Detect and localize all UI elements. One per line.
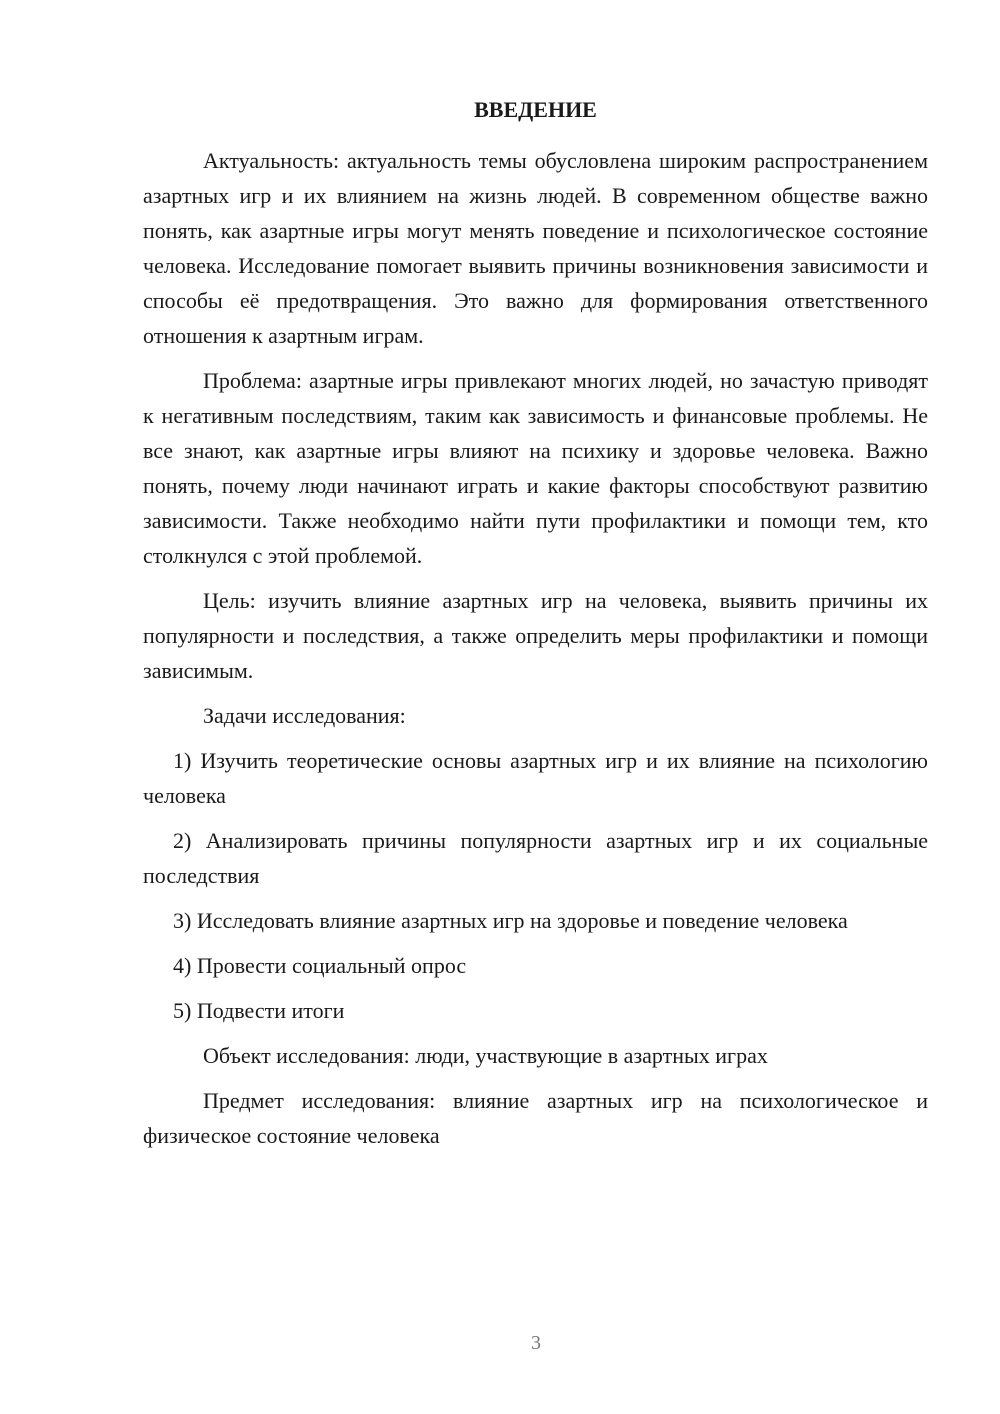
paragraph-object: Объект исследования: люди, участвующие в азартных играх [203,1043,768,1068]
task-item: 1) Изучить теоретические основы азартных игр и их влияние на психологию человека [143,748,928,808]
page-number: 3 [531,1332,541,1354]
page-title: ВВЕДЕНИЕ [474,97,597,122]
paragraph-goal: Цель: изучить влияние азартных игр на человека, выявить причины их популярности и последствия, а также определить меры профилактики и помощи зависимым. [143,588,928,683]
task-item: 4) Провести социальный опрос [173,953,467,978]
paragraph-problem: Проблема: азартные игры привлекают многих людей, но зачастую приводят к негативным последствиям, таким как зависимость и финансовые проблемы. Не все знают, как азартные игры влияют на психику и здоровье человека. Важно понять, почему люди начинают играть и какие факторы способствуют развитию зависимости. Также необходимо найти пути профилактики и помощи тем, кто столкнулся с этой проблемой. [143,368,928,568]
document-page [143,95,928,1163]
paragraph-relevance: Актуальность: актуальность темы обусловлена широким распространением азартных игр и их влиянием на жизнь людей. В современном обществе важно понять, как азартные игры могут менять поведение и психологическое состояние человека. Исследование помогает выявить причины возникновения зависимости и способы её предотвращения. Это важно для формирования ответственного отношения к азартным играм. [143,148,928,348]
task-item: 5) Подвести итоги [173,998,345,1023]
task-item: 2) Анализировать причины популярности азартных игр и их социальные последствия [143,828,928,888]
tasks-heading: Задачи исследования: [203,703,406,728]
paragraph-subject: Предмет исследования: влияние азартных игр на психологическое и физическое состояние человека [143,1088,928,1148]
task-item: 3) Исследовать влияние азартных игр на здоровье и поведение человека [173,908,848,933]
